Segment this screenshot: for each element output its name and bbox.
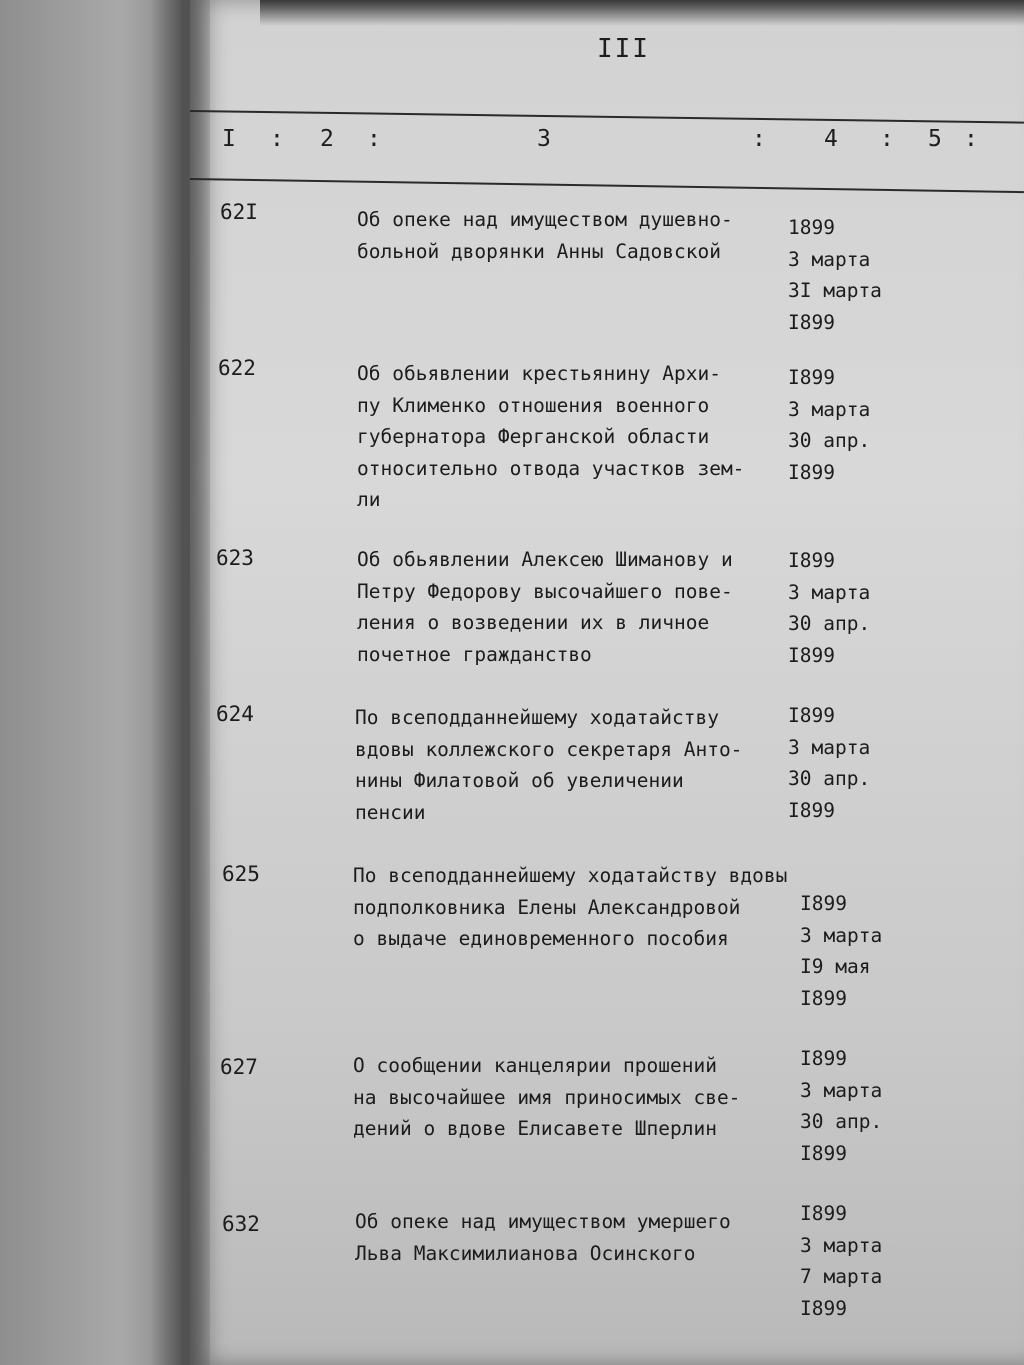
entry-date-line: 30 апр. (788, 767, 871, 790)
entry-date-line: I899 (800, 1296, 847, 1320)
entry-text (357, 204, 733, 267)
entry-date-line: I899 (788, 310, 835, 334)
column-separator: : (880, 126, 894, 152)
entry-text (353, 1050, 740, 1145)
entry-text (355, 702, 742, 828)
entry-number: 627 (220, 1055, 258, 1079)
entry-date-line: 30 апр. (800, 1110, 883, 1133)
entry-text-line: По всеподданнейшему ходатайству (355, 706, 719, 729)
entry-text-line: Об обьявлении Алексею Шиманову и (357, 548, 733, 571)
top-shadow (260, 0, 1024, 26)
column-header-1: I (222, 126, 236, 152)
column-header-5: 5 (928, 126, 942, 152)
entry-dates (800, 1043, 882, 1169)
column-header-2: 2 (320, 126, 334, 152)
entry-date-line: 3 марта (788, 247, 871, 271)
entry-date-line: I899 (800, 1141, 847, 1165)
entry-text-line: пу Клименко отношения военного (357, 393, 710, 417)
entry-date-line: 3 марта (800, 1078, 883, 1102)
entry-dates (800, 1198, 882, 1324)
column-separator: : (752, 126, 766, 152)
entry-number: 625 (222, 862, 260, 886)
entry-date-line: I899 (788, 704, 835, 727)
entry-date-line: 7 марта (800, 1265, 883, 1288)
entry-text-line: на высочайшее имя приносимых све- (353, 1085, 741, 1109)
entry-text-line: почетное гражданство (357, 642, 592, 666)
entry-date-line: 30 апр. (788, 612, 871, 635)
entry-text (357, 358, 744, 516)
entry-date-line: 3 марта (800, 1233, 883, 1257)
entry-text-line: больной дворянки Анны Садовской (357, 239, 721, 263)
entry-date-line: I899 (788, 798, 835, 822)
entry-text-line: Об обьявлении крестьянину Архи- (357, 362, 721, 385)
entry-text-line: Об опеке над имуществом умершего (355, 1210, 731, 1233)
entry-date-line: 3 марта (788, 735, 871, 759)
entry-text-line: о выдаче единовременного пособия (353, 927, 729, 950)
entry-text-line: ли (357, 488, 381, 511)
column-separator: : (367, 126, 381, 152)
entry-date-line: 3 марта (788, 397, 871, 421)
entry-text-line: нины Филатовой об увеличении (355, 769, 684, 792)
entry-dates (788, 545, 870, 671)
entry-date-line: I899 (800, 1047, 847, 1070)
book-spine-shadow (150, 0, 210, 1365)
entry-date-line: 1899 (788, 216, 835, 239)
entry-text-line: дений о вдове Елисавете Шперлин (353, 1117, 717, 1140)
entry-text-line: По всеподданнейшему ходатайству вдовы (353, 864, 788, 887)
page-number: III (597, 34, 650, 64)
entry-date-line: I899 (800, 892, 847, 915)
entry-text-line: подполковника Елены Александровой (353, 895, 741, 919)
column-header-3: 3 (537, 126, 551, 152)
entry-date-line: I899 (788, 643, 835, 667)
entry-number: 624 (216, 702, 254, 726)
entry-text-line: вдовы коллежского секретаря Анто- (355, 737, 743, 761)
column-header-4: 4 (824, 126, 838, 152)
entry-date-line: 30 апр. (788, 429, 871, 452)
entry-text-line: пенсии (355, 800, 426, 824)
entry-number: 632 (222, 1212, 260, 1236)
entry-text-line: Льва Максимилианова Осинского (355, 1241, 696, 1265)
entry-text-line: губернатора Ферганской области (357, 425, 710, 448)
entry-text-line: Об опеке над имуществом душевно- (357, 208, 733, 231)
entry-date-line: I9 мая (800, 955, 871, 978)
entry-text-line: О сообщении канцелярии прошений (353, 1054, 717, 1077)
entry-dates (800, 888, 882, 1014)
entry-number: 622 (218, 356, 256, 380)
entry-text (353, 860, 787, 955)
entry-dates (788, 362, 870, 488)
entry-date-line: I899 (788, 366, 835, 389)
column-header-row (222, 120, 1022, 170)
entry-date-line: 3 марта (788, 580, 871, 604)
entry-dates (788, 212, 882, 338)
entry-date-line: I899 (800, 986, 847, 1010)
entry-dates (788, 700, 870, 826)
entry-date-line: 3 марта (800, 923, 883, 947)
entry-text-line: ления о возведении их в личное (357, 611, 710, 634)
entry-date-line: I899 (788, 549, 835, 572)
entry-date-line: I899 (800, 1202, 847, 1225)
entry-text (355, 1206, 731, 1269)
entry-number: 62I (220, 200, 258, 224)
entry-date-line: I899 (788, 460, 835, 484)
entry-text (357, 544, 733, 670)
entry-text-line: относительно отвода участков зем- (357, 456, 745, 480)
column-separator: : (964, 126, 978, 152)
entry-text-line: Петру Федорову высочайшего пове- (357, 579, 733, 603)
entry-date-line: 3I марта (788, 279, 882, 302)
entry-number: 623 (216, 546, 254, 570)
column-separator: : (270, 126, 284, 152)
